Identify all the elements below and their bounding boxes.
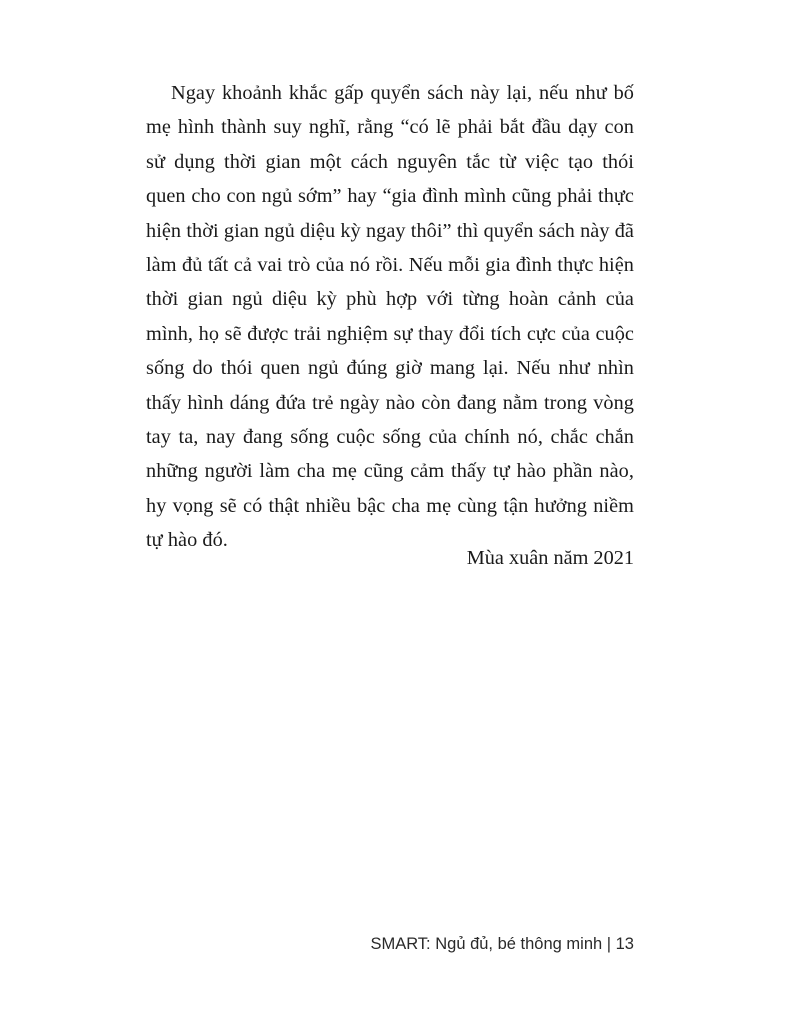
page-footer: SMART: Ngủ đủ, bé thông minh | 13 xyxy=(370,935,634,953)
body-paragraph: Ngay khoảnh khắc gấp quyển sách này lại, nếu như bố mẹ hình thành suy nghĩ, rằng “có lẽ phải bắt đầu dạy con sử dụng thời gian một cách nguyên tắc từ việc tạo thói quen cho con ngủ sớm” hay “gia đình mình cũng phải thực hiện thời gian ngủ diệu kỳ ngay thôi” thì quyển sách này đã làm đủ tất cả vai trò của nó rồi. Nếu mỗi gia đình thực hiện thời gian ngủ diệu kỳ phù hợp với từng hoàn cảnh của mình, họ sẽ được trải nghiệm sự thay đổi tích cực của cuộc sống do thói quen ngủ đúng giờ mang lại. Nếu như nhìn thấy hình dáng đứa trẻ ngày nào còn đang nằm trong vòng tay ta, nay đang sống cuộc sống của chính nó, chắc chắn những người làm cha mẹ cũng cảm thấy tự hào phần nào, hy vọng sẽ có thật nhiều bậc cha mẹ cùng tận hưởng niềm tự hào đó. xyxy=(146,82,634,552)
signature-date: Mùa xuân năm 2021 xyxy=(466,547,634,569)
